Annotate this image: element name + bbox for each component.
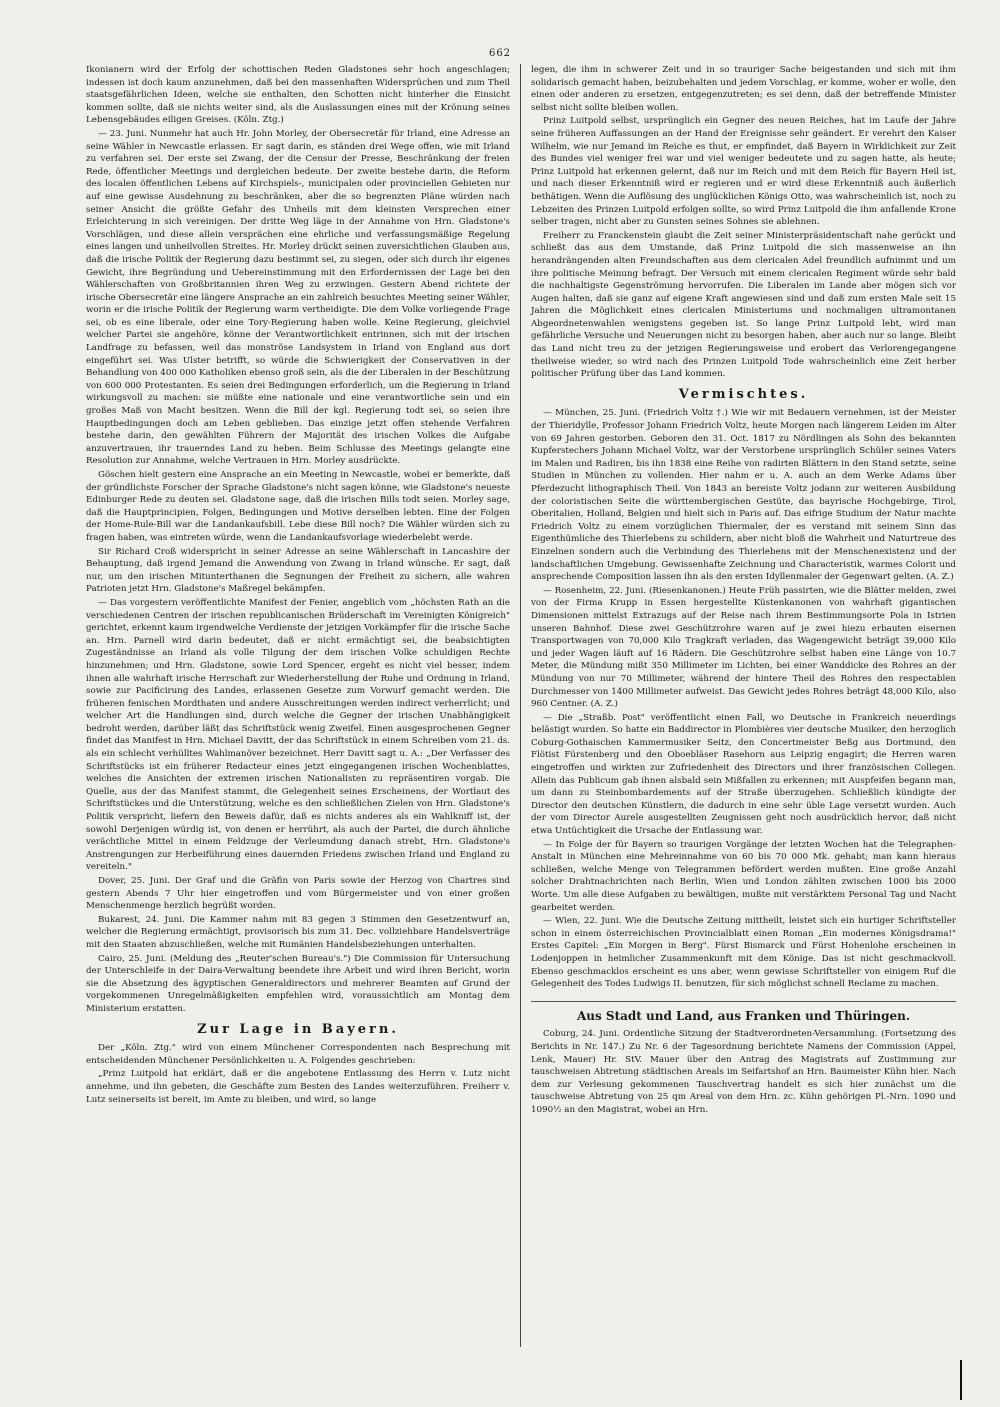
page-number: 662 bbox=[488, 48, 512, 59]
left-column bbox=[86, 64, 521, 1347]
section-heading: Vermischtes. bbox=[678, 386, 809, 402]
paragraph: Ikonianern wird der Erfolg der schottischen Reden Gladstones sehr hoch angeschlagen; indessen ist doch kaum anzunehmen, daß bei den massenhaften Widersprüchen und zum Theil staatsgefährlichen Ideen, welche sie enthalten, den Schotten nicht hinterher die Einsicht kommen sollte, daß sie nichts weiter sind, als die Auslassungen eines mit der Krönung seines Lebensgebäudes eiligen Greises. (Köln. Ztg.) bbox=[86, 65, 510, 126]
right-column bbox=[521, 64, 956, 1347]
paragraph: „Prinz Luitpold hat erklärt, daß er die angebotene Entlassung des Herrn v. Lutz nicht annehme, und ihn gebeten, die Geschäfte zum Besten des Landes weiterzuführen. Freiherr v. Lutz seinerseits ist bereit, im Amte zu bleiben, und wird, so lange bbox=[86, 1069, 510, 1105]
paragraph: Freiherr zu Franckenstein glaubt die Zeit seiner Ministerpräsidentschaft nahe gerückt und schließt das aus dem Umstande, daß Prinz Luitpold die sich massenweise an ihn herandrängenden alten Freundschaften aus dem clericalen Adel freundlich aufnimmt und um ihre politische Meinung befragt. Der Versuch mit einem clericalen Regiment würde sehr bald die nachhaltigste Gegenströmung hervorrufen. Die Liberalen im Lande aber mögen sich vor Augen halten, daß sie ganz auf eigene Kraft angewiesen sind und daß zum ersten Male seit 15 Jahren die Möglichkeit eines clericalen Ministeriums und nochmaligen ultramontanen Abgeordnetenwahlen wenigstens gegeben ist. So lange Prinz Luitpold lebt, wird man gefährliche Versuche und Neuerungen nicht zu besorgen haben, aber auch nur so lange. Bleibt das Land nicht treu zu der jetzigen Regierungsweise und erobert das Verlorengegangene theilweise wieder, so wird nach des Prinzen Luitpold Tode wahrscheinlich eine Zeit herber politischer Prüfung über das Land kommen. bbox=[531, 230, 956, 380]
sub-heading: Aus Stadt und Land, aus Franken und Thüringen. bbox=[531, 1001, 956, 1023]
paragraph: Der „Köln. Ztg." wird von einem Münchener Correspondenten nach Besprechung mit entscheidenden Münchener Persönlichkeiten u. A. Folgendes geschrieben: bbox=[86, 1043, 510, 1066]
section-heading: Zur Lage in Bayern. bbox=[197, 1021, 399, 1037]
paragraph: Dover, 25. Juni. Der Graf und die Gräfin von Paris sowie der Herzog von Chartres sind gestern Abends 7 Uhr hier eingetroffen und vom Bürgermeister und von einer großen Menschenmenge herzlich begrüßt worden. bbox=[86, 876, 510, 912]
paragraph: Bukarest, 24. Juni. Die Kammer nahm mit 83 gegen 3 Stimmen den Gesetzentwurf an, welcher die Regierung ermächtigt, provisorisch bis zum 31. Dec. vollziehbare Handelsverträge mit den Staaten abzuschließen, welche mit Rumänien Handelsbeziehungen unterhalten. bbox=[86, 914, 510, 950]
paragraph: — Wien, 22. Juni. Wie die Deutsche Zeitung mittheilt, leistet sich ein hurtiger Schriftsteller schon in einem österreichischen Provincialblatt einen Roman „Ein modernes Königsdrama!" Erstes Capitel: „Ein Morgen in Berg". Fürst Bismarck und Fürst Hohenlohe erscheinen in Lodenjoppen in heimlicher Zusammenkunft mit dem Könige. Das ist nicht geschmackvoll. Ebenso geschmacklos erscheint es uns aber, wenn gewisse Schriftsteller von einigem Ruf die Gelegenheit des Todes Ludwigs II. benutzen, für sich möglichst schnell Reclame zu machen. bbox=[531, 916, 956, 990]
paragraph: — Die „Straßb. Post" veröffentlicht einen Fall, wo Deutsche in Frankreich neuerdings belästigt wurden. So hatte ein Baddirector in Plombières vier deutsche Musiker, den herzoglich Coburg-Gothaischen Kammermusiker Seitz, den Concertmeister Beßg aus Dortmund, den Flötist Fürstenberg und den Oboebläser Rasehorn aus Leipzig engagirt; die Herren waren eingetroffen und wirkten zur Zufriedenheit des Directors und ihrer französischen Collegen. Allein das Publicum gab ihnen alsbald sein Mißfallen zu erkennen; mit Auspfeifen begann man, um dann zu Steinbombardements auf der Straße überzugehen. Schließlich kündigte der Director den deutschen Künstlern, die dadurch in eine sehr üble Lage versetzt wurden. Auch der vom Director Aurele ausgestellten Zeugnissen geht noch ausdrücklich hervor, daß nicht etwa Untüchtigkeit die Ursache der Entlassung war. bbox=[531, 712, 956, 837]
paragraph: Sir Richard Croß widerspricht in seiner Adresse an seine Wählerschaft in Lancashire der Behauptung, daß irgend Jemand die Anwendung von Zwang in Irland wünsche. Er sagt, daß nur, um den irischen Mitunterthanen die Segnungen der Freiheit zu sichern, alle wahren Patrioten jetzt Hrn. Gladstone's Maßregel bekämpfen. bbox=[86, 546, 510, 595]
page-edge-mark bbox=[960, 1360, 962, 1400]
paragraph: Coburg, 24. Juni. Ordentliche Sitzung der Stadtverordneten-Versammlung. (Fortsetzung des Berichts in Nr. 147.) Zu Nr. 6 der Tagesordnung berichtete Namens der Commission (Appel, Lenk, Mauer) Hr. StV. Mauer über den Antrag des Magistrats auf Zustimmung zur tauschweisen Abtretung städtischen Areals im Seifartshof an Hrn. Baumeister Kühn hier. Nach dem zur Verlesung gekommenen Tauschvertrag handelt es sich hier zunächst um die tauschweise Abtretung von 25 qm Areal von dem Hrn. zc. Kühn gehörigen Pl.-Nrn. 1090 und 1090½ an den Magistrat, wobei an Hrn. bbox=[531, 1029, 956, 1115]
paragraph: — 23. Juni. Nunmehr hat auch Hr. John Morley, der Obersecretär für Irland, eine Adresse an seine Wähler in Newcastle erlassen. Er sagt darin, es ständen drei Wege offen, wie mit Irland zu verfahren sei. Der erste sei Zwang, der die Censur der Presse, Beschränkung der freien Rede, öffentlicher Meetings und dergleichen bedeute. Der zweite bestehe darin, die Reform des localen öffentlichen Lebens auf Kirchspiels-, municipalen oder provinciellen Gebieten nur auf eine gewisse Ausdehnung zu beschränken, aber die so begrenzten Pläne würden nach seiner Ansicht die größte Gefahr des Unheils mit dem kleinsten Versprechen einer Erleichterung in sich vereinigen. Der dritte Weg läge in der Annahme von Hrn. Gladstone's Vorschlägen, und diese allein versprächen eine ehrliche und verfassungsmäßige Regelung eines langen und unheilvollen Streites. Hr. Morley drückt seinen zuversichtlichen Glauben aus, daß die irische Politik der Regierung dazu bestimmt sei, zu siegen, oder sich durch ihr eigenes Gewicht, ihre Begründung und Uebereinstimmung mit den Erfordernissen der Lage bei den Wählerschaften von Großbritannien ihren Weg zu erzwingen. Gestern Abend richtete der irische Obersecretär eine längere Ansprache an ein zahlreich besuchtes Meeting seiner Wähler, worin er die irische Politik der Regierung warm vertheidigte. Die dem Volke vorliegende Frage sei, ob es eine liberale, oder eine Tory-Regierung haben wolle. Keine Regierung, gleichviel welcher Partei sie angehöre, könne der Verantwortlichkeit entrinnen, sich mit der irischen Landfrage zu befassen, weil das monströse Landsystem in Irland von England aus dort eingeführt sei. Was Ulster betrifft, so würde die Schwierigkeit der Conservativen in der Behandlung von 400 000 Katholiken ebenso groß sein, als die der Liberalen in der Beschützung von 600 000 Protestanten. Es seien drei Bedingungen erforderlich, um die Regierung in Irland wirkungsvoll zu machen: sie müßte eine nationale und eine verantwortliche sein und ein großes Maß von Macht besitzen. Wenn die Bill der kgl. Regierung todt sei, so seien ihre Hauptbedingungen doch am Leben geblieben. Das einzige jetzt offen stehende Verfahren bestehe darin, den gewählten Führern der Majorität des irischen Volkes die Aufgabe anzuvertrauen, ihr trauerndes Land zu heben. Beim Schlusse des Meetings gelangte eine Resolution zur Annahme, welche Vertrauen in Hrn. Morley ausdrückte. bbox=[86, 128, 510, 467]
paragraph: legen, die ihm in schwerer Zeit und in so trauriger Sache beigestanden und sich mit ihm solidarisch gemacht haben, beizubehalten und jedem Vorschlag, er komme, woher er wolle, den einen oder anderen zu ersetzen, entgegenzutreten; es sei denn, daß der betreffende Minister selbst nicht sollte bleiben wollen. bbox=[531, 65, 956, 113]
paragraph: Göschen hielt gestern eine Ansprache an ein Meeting in Newcastle, wobei er bemerkte, daß der gründlichste Forscher der Sprache Gladstone's nicht sagen könne, wie Gladstone's neueste Edinburger Rede zu deuten sei. Gladstone sage, daß die irischen Bills todt seien. Morley sage, daß die Hauptprincipien, Folgen, Bedingungen und Motive derselben lebten. Eine der Folgen der Home-Rule-Bill war die Landankaufsbill. Lebe diese Bill noch? Die Wähler würden sich zu fragen haben, was eintreten würde, wenn die Landankaufsvorlage wiederbelebt werde. bbox=[86, 470, 510, 543]
paragraph: — Das vorgestern veröffentlichte Manifest der Fenier, angeblich vom „höchsten Rath an die verschiedenen Centren der irischen republicanischen Brüderschaft im Vereinigten Königreich" gerichtet, erkennt kaum irgendwelche Verdienste der jetzigen Vorkämpfer für die irische Sache an. Hrn. Parnell wird darin bedeutet, daß er nicht ermächtigt sei, die beabsichtigten Zugeständnisse an Irland als volle Tilgung der dem irischen Volke schuldigen Rechte hinzunehmen; und Hrn. Gladstone, sowie Lord Spencer, ergeht es nicht viel besser, indem ihnen alle wahrhaft irische Herrschaft zur Wiederherstellung der Ruhe und Ordnung in Irland, sowie zur Pacificirung des Landes, erlassenen Gesetze zum Vorwurf gemacht werden. Die früheren fenischen Mordthaten und andere Ausschreitungen werden indirect verherrlicht; und welcher Art die Handlungen sind, durch welche die Gegner der irischen Unabhängigkeit bedroht werden, darüber läßt das Schriftstück wenig Zweifel. Einen ausgesprochenen Gegner findet das Manifest in Hrn. Michael Davitt, der das Schriftstück in einem Schreiben vom 21. ds. als ein schlecht verhülltes Wahlmanöver bezeichnet. Herr Davitt sagt u. A.: „Der Verfasser des Schriftstücks ist ein früherer Redacteur eines jetzt eingegangenen irischen Wochenblattes, welches die Ansichten der extremen irischen Nationalisten zu repräsentiren vorgab. Die Quelle, aus der das Manifest stammt, die Gelegenheit seines Erscheinens, der Wortlaut des Schriftstückes und die Unterstützung, welche es den schließlichen Zielen von Hrn. Gladstone's Politik verspricht, liefern den Beweis dafür, daß es nichts anderes als ein Wahlkniff ist, der sowohl Derjenigen würdig ist, von denen er herrührt, als auch der Partei, die durch ähnliche verächtliche Mittel in einem Feldzuge der Verleumdung danach strebt, Hrn. Gladstone's Anstrengungen zur Herbeiführung eines dauernden Friedens zwischen Irland und England zu vereiteln." bbox=[86, 597, 510, 873]
paragraph: Cairo, 25. Juni. (Meldung des „Reuter'schen Bureau's.") Die Commission für Untersuchung der Unterschleife in der Daira-Verwaltung beendete ihre Arbeit und wird ihren Bericht, worin sie die Absetzung des ägyptischen Generaldirectors und mehrerer Beamten auf Grund der vorgekommenen Unregelmäßigkeiten empfehlen wird, voraussichtlich am Montag dem Ministerium erstatten. bbox=[86, 953, 510, 1014]
paragraph: Prinz Luitpold selbst, ursprünglich ein Gegner des neuen Reiches, hat im Laufe der Jahre seine früheren Auffassungen an der Hand der Ereignisse sehr geändert. Er verehrt den Kaiser Wilhelm, wie nur Jemand im Reiche es thut, er empfindet, daß Bayern in Wirklichkeit zur Zeit des Bundes viel weniger frei war und viel weniger bedeutete und zu sagen hatte, als heute; Prinz Luitpold hat erkennen gelernt, daß nur im Reich und mit dem Reich für Bayern Heil ist, und nach dieser Erkenntniß wird er regieren und er wird diese Erkenntniß auch äußerlich bethätigen. Wenn die Auflösung des unglücklichen Königs Otto, was wahrscheinlich ist, noch zu Lebzeiten des Prinzen Luitpold erfolgen sollte, so wird Prinz Luitpold die ihm anfallende Krone selber tragen, nicht aber zu Gunsten seines Sohnes sie ablehnen. bbox=[531, 116, 956, 228]
paragraph: — In Folge der für Bayern so traurigen Vorgänge der letzten Wochen hat die Telegraphen-Anstalt in München eine Mehreinnahme von 60 bis 70 000 Mk. gehabt; man kann hieraus schließen, welche Menge von Telegrammen befördert werden mußten. Eine große Anzahl solcher Drahtnachrichten nach Berlin, Wien und London zählten zwischen 1000 bis 2000 Worte. Um alle diese Aufgaben zu bewältigen, mußte mit verstärktem Personal Tag und Nacht gearbeitet werden. bbox=[531, 839, 956, 913]
paragraph: — Rosenheim, 22. Juni. (Riesenkanonen.) Heute Früh passirten, wie die Blätter melden, zwei von der Firma Krupp in Essen hergestellte Küstenkanonen von wahrhaft gigantischen Dimensionen mittelst Extrazugs auf der Reise nach ihrem Bestimmungsorte Pola in Istrien unseren Bahnhof. Diese zwei Geschützrohre waren auf je zwei hiezu erbauten eisernen Transportwagen von 70,000 Kilo Tragkraft verladen, das Wagengewicht beträgt 39,000 Kilo und jeder Wagen läuft auf 16 Rädern. Die Geschützrohre selbst haben eine Länge von 10.7 Meter, die Mündung mißt 350 Millimeter im Lichten, bei einer Wanddicke des Rohres an der Mündung von nur 70 Millimeter, während der hintere Theil des Rohres den respectablen Durchmesser von 1400 Millimeter aufweist. Das Gewicht jedes Rohres beträgt 48,000 Kilo, also 960 Centner. (A. Z.) bbox=[531, 585, 956, 710]
article-columns bbox=[86, 64, 956, 1347]
paragraph: — München, 25. Juni. (Friedrich Voltz †.) Wie wir mit Bedauern vernehmen, ist der Meister der Thieridylle, Professor Johann Friedrich Voltz, heute Morgen nach längerem Leiden im Alter von 69 Jahren gestorben. Geboren den 31. Oct. 1817 zu Nördlingen als Sohn des bekannten Kupferstechers Johann Michael Voltz, war der Verstorbene ursprünglich Schüler seines Vaters im Malen und Radiren, bis ihn 1838 eine Reihe von radirten Blättern in den Stand setzte, seine Studien in München zu vollenden. Hier nahm er u. A. auch an dem Werke Adams über Pferdezucht lithographisch Theil. Von 1843 an bereiste Voltz jodann zur weiteren Ausbildung der coloristischen Seite die württembergischen Gestüte, das bayrische Hochgebirge, Tirol, Oberitalien, Holland, Belgien und hielt sich in Paris auf. Das eifrige Studium der Natur machte Friedrich Voltz zu einem vorzüglichen Thiermaler, der es verstand mit seinem Sinn das Eigenthümliche des Thierlebens zu schildern, aber nicht bloß die Wahrheit und Naturtreue des Einzelnen sondern auch die Verbindung des Thierlebens mit der Menschenexistenz und der landschaftlichen Umgebung. Gewissenhafte Zeichnung und Characteristik, warmes Colorit und ansprechende Composition lassen ihn als den ersten Idyllenmaler der Gegenwart gelten. (A. Z.) bbox=[531, 408, 956, 583]
